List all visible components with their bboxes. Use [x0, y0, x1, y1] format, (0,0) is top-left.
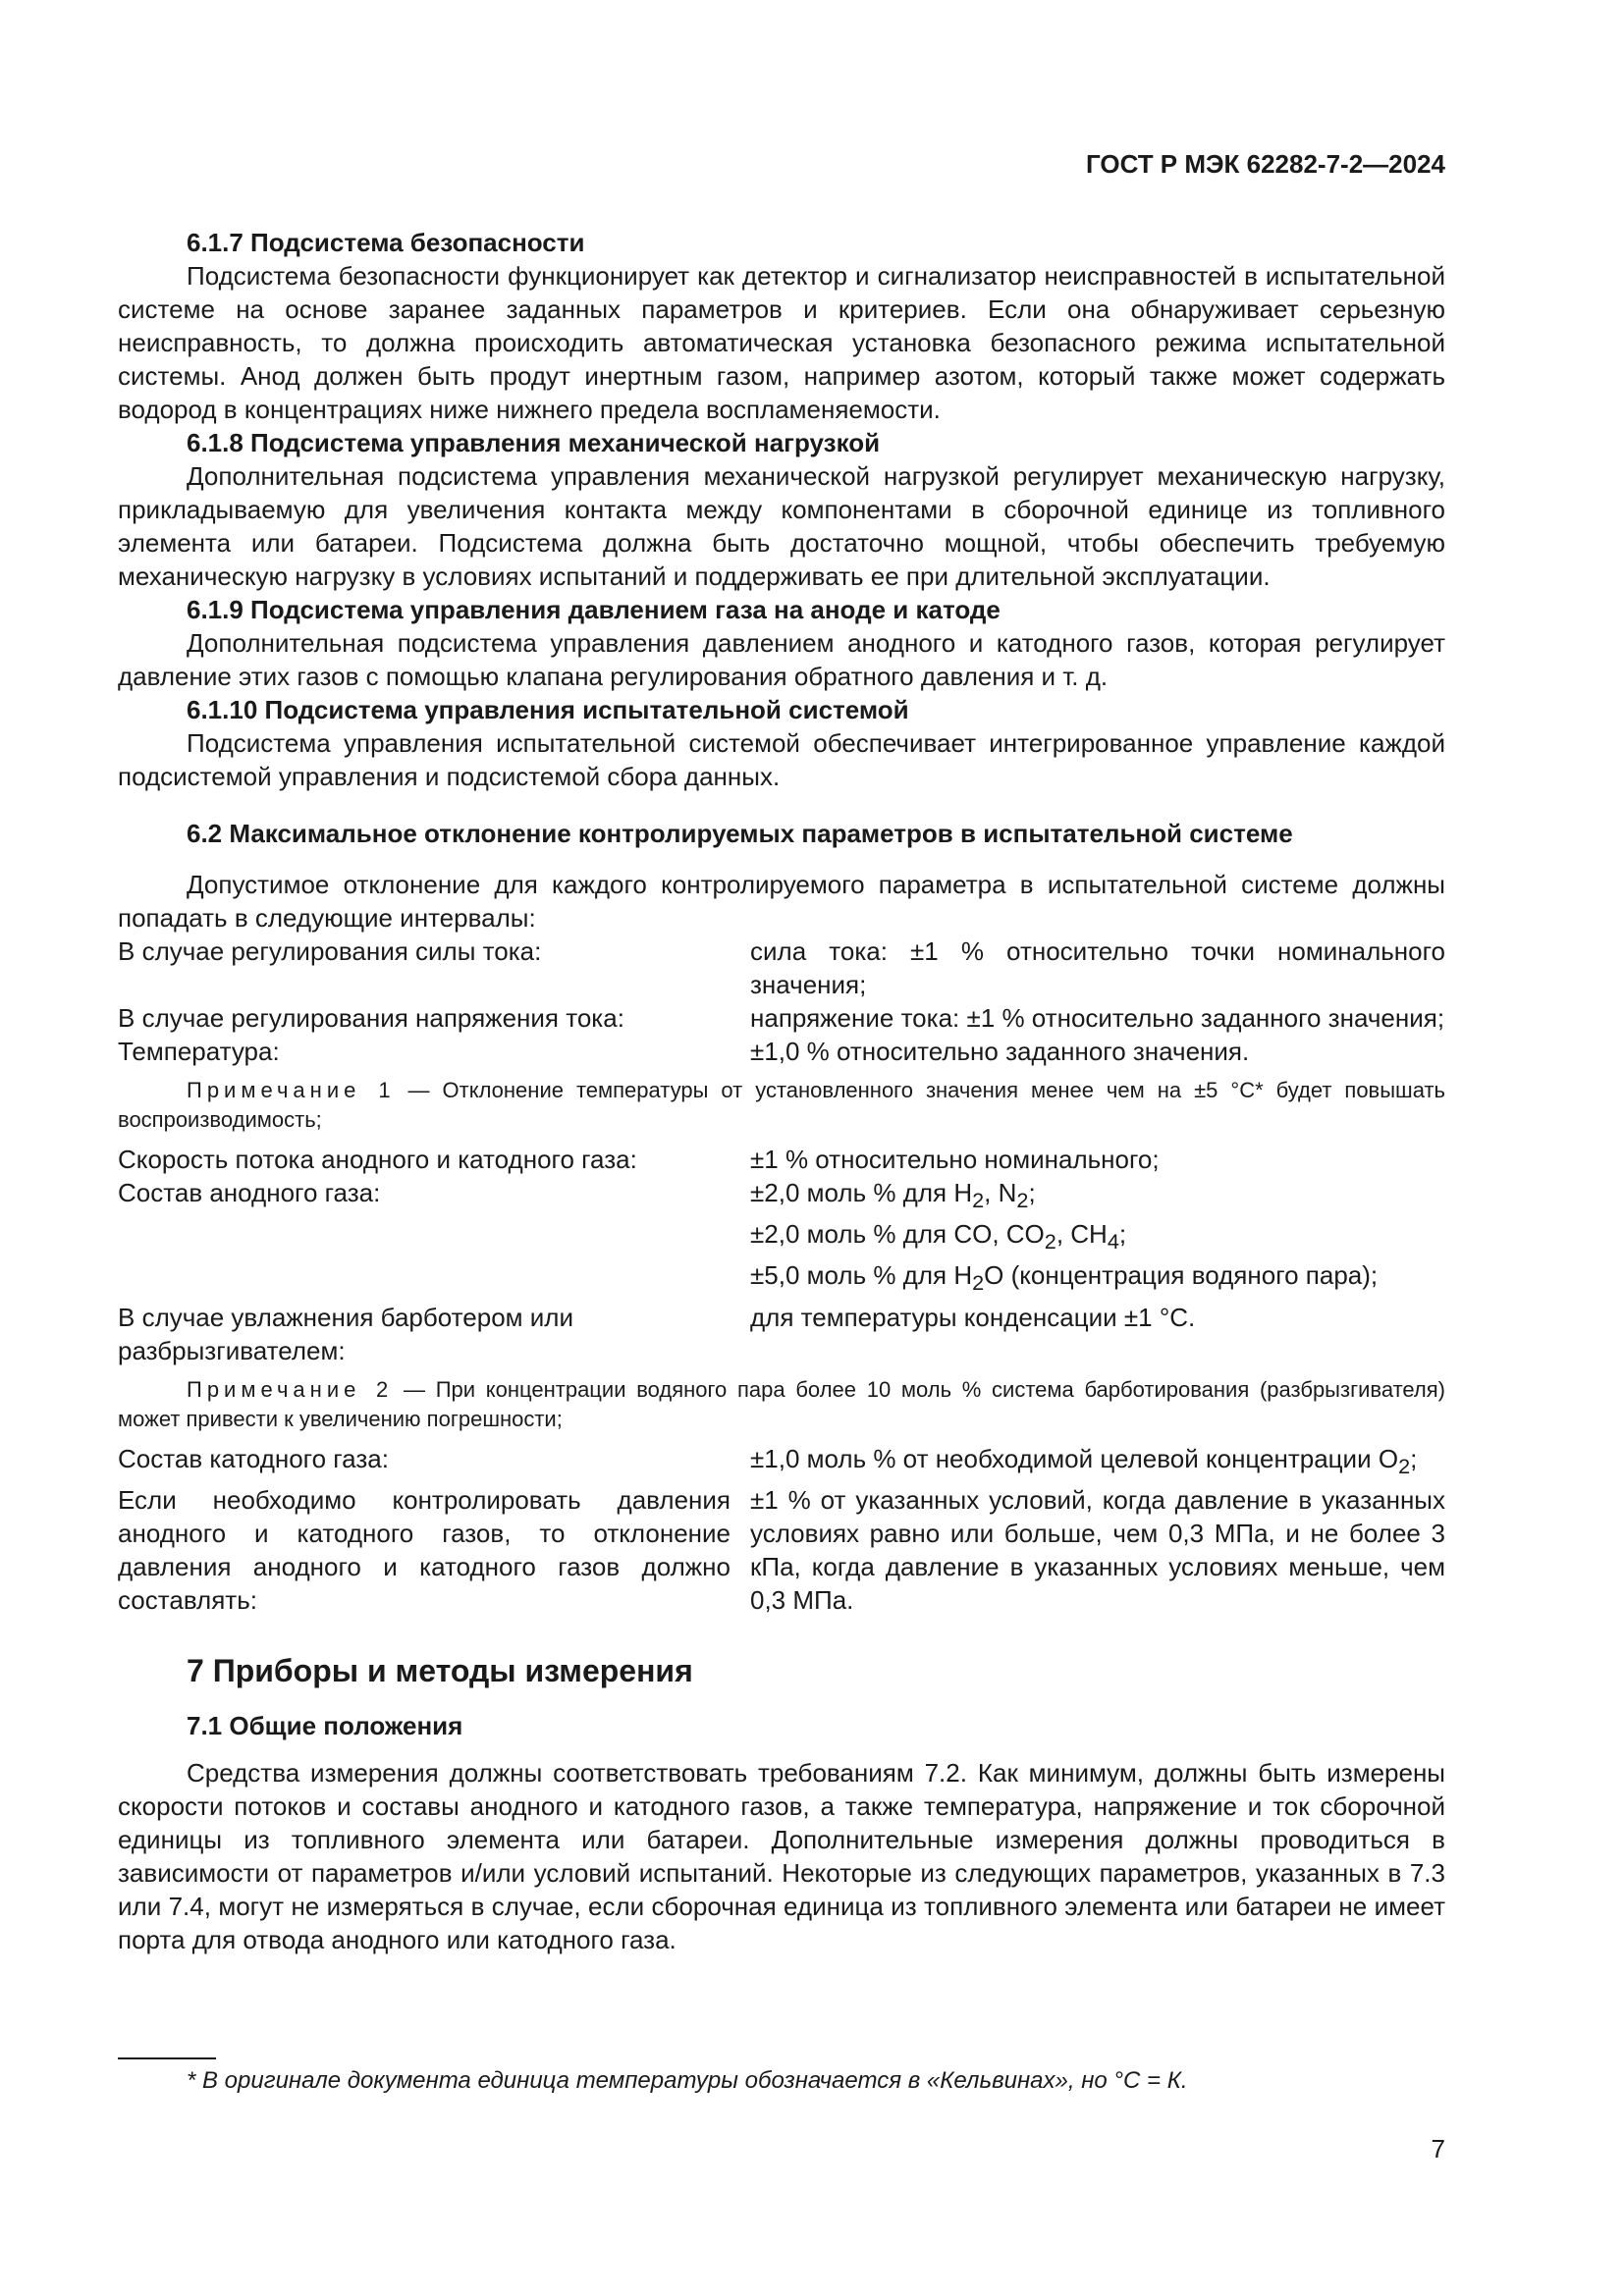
note-2 [118, 1375, 1445, 1434]
param-row-flow [118, 1143, 1445, 1176]
param-label: В случае увлажнения барботером или разбрызгивателем: [118, 1302, 573, 1365]
anode-line-h2o: ±5,0 моль % для $H_2O$ (концентрация водяного пара); [750, 1260, 1379, 1296]
section-7-title: 7 Приборы и методы измерения [187, 1652, 693, 1688]
param-label: В случае регулирования напряжения тока: [118, 1003, 624, 1033]
param-value: ±1,0 % относительно заданного значения. [750, 1037, 1250, 1066]
note-1 [118, 1076, 1445, 1135]
param-row-pressure [118, 1483, 1445, 1617]
note-1-label: Примечание 1 [187, 1078, 396, 1102]
param-row-anode-gas [118, 1176, 1445, 1301]
section-6-1-9-title: 6.1.9 Подсистема управления давлением газа на аноде и катоде [187, 595, 1001, 624]
section-6-1-9-text: Дополнительная подсистема управления давлением анодного и катодного газов, которая регулирует давление этих газов с помощью клапана регулирования обратного давления и т. д. [118, 628, 1445, 691]
param-row-cathode-gas [118, 1442, 1445, 1483]
section-6-1-7-title: 6.1.7 Подсистема безопасности [187, 228, 585, 257]
section-6-1-7-text: Подсистема безопасности функционирует как детектор и сигнализатор неисправностей в испытательной системе на основе заранее заданных параметров и критериев. Если она обнаруживает серьезную неисправность, то должна происходить автоматическая установка безопасного режима испытательной системы. Анод должен быть продут инертным газом, например азотом, который также может содержать водород в концентрациях ниже нижнего предела воспламеняемости. [118, 261, 1445, 424]
section-6-2-title: 6.2 Максимальное отклонение контролируемых параметров в испытательной системе [187, 819, 1293, 848]
section-6-1-10-title: 6.1.10 Подсистема управления испытательной системой [187, 695, 909, 724]
param-label: Состав анодного газа: [118, 1178, 381, 1207]
section-6-2-intro: Допустимое отклонение для каждого контролируемого параметра в испытательной системе должны попадать в следующие интервалы: [118, 870, 1445, 933]
param-row-voltage [118, 1001, 1445, 1035]
param-label: Состав катодного газа: [118, 1443, 389, 1473]
param-value: ±1 % от указанных условий, когда давление в указанных условиях равно или больше, чем 0,3 МПа, и не более 3 кПа, когда давление в указанных условиях меньше, чем 0,3 МПа. [750, 1484, 1445, 1615]
param-row-current [118, 934, 1445, 1001]
section-6-1-8-title: 6.1.8 Подсистема управления механической нагрузкой [187, 428, 881, 457]
param-row-temperature [118, 1035, 1445, 1068]
footnote-separator [118, 2057, 216, 2059]
param-row-humidification [118, 1301, 1445, 1367]
param-value: напряжение тока: ±1 % относительно заданного значения; [750, 1003, 1445, 1033]
section-7-1-text: Средства измерения должны соответствовать требованиям 7.2. Как минимум, должны быть измерены скорости потоков и составы анодного и катодного газов, а также температура, напряжение и ток сборочной единицы из топливного элемента или батареи. Дополнительные измерения должны проводиться в зависимости от параметров и/или условий испытаний. Некоторые из следующих параметров, указанных в 7.3 или 7.4, могут не измеряться в случае, если сборочная единица из топливного элемента или батареи не имеет порта для отвода анодного или катодного газа. [118, 1757, 1445, 1954]
page-number: 7 [1431, 2134, 1445, 2163]
param-value: для температуры конденсации ±1 °С. [750, 1302, 1196, 1332]
footnote: * В оригинале документа единица температуры обозначается в «Кельвинах», но °С = К. [187, 2067, 1188, 2094]
param-value: ±1,0 моль % от необходимой целевой концентрации $O_2$; [750, 1443, 1418, 1478]
section-7-1-title: 7.1 Общие положения [187, 1710, 463, 1740]
note-2-label: Примечание 2 [187, 1376, 394, 1402]
param-value: ±1 % относительно номинального; [750, 1145, 1160, 1174]
param-label: Скорость потока анодного и катодного газа: [118, 1145, 637, 1174]
page-body [118, 226, 1445, 1956]
param-value [750, 1176, 1445, 1301]
param-value: сила тока: ±1 % относительно точки номинального значения; [750, 936, 1445, 999]
section-6-1-10-text: Подсистема управления испытательной системой обеспечивает интегрированное управление каждой подсистемой управления и подсистемой сбора данных. [118, 728, 1445, 791]
note-2-text: — При концентрации водяного пара более 10 моль % система барботирования (разбрызгивателя) может привести к увеличению погрешности; [118, 1376, 1445, 1431]
param-label: Если необходимо контролировать давления анодного и катодного газов, то отклонение давления анодного и катодного газов должно составлять: [118, 1484, 731, 1615]
anode-line-h2-n2: ±2,0 моль % для $H_2$, $N_2$; [750, 1178, 1036, 1213]
document-code-header: ГОСТ Р МЭК 62282-7-2—2024 [1085, 149, 1445, 179]
param-label: Температура: [118, 1037, 280, 1066]
param-label: В случае регулирования силы тока: [118, 936, 542, 966]
section-6-1-8-text: Дополнительная подсистема управления механической нагрузкой регулирует механическую нагрузку, прикладываемую для увеличения контакта между компонентами в сборочной единице из топливного элемента или батареи. Подсистема должна быть достаточно мощной, чтобы обеспечить требуемую механическую нагрузку в условиях испытаний и поддерживать ее при длительной эксплуатации. [118, 461, 1445, 591]
note-1-text: — Отклонение температуры от установленного значения менее чем на ±5 °С* будет повышать воспроизводимость; [118, 1078, 1445, 1132]
anode-line-co-co2-ch4: ±2,0 моль % для CO, $CO_2$, $CH_4$; [750, 1219, 1127, 1255]
